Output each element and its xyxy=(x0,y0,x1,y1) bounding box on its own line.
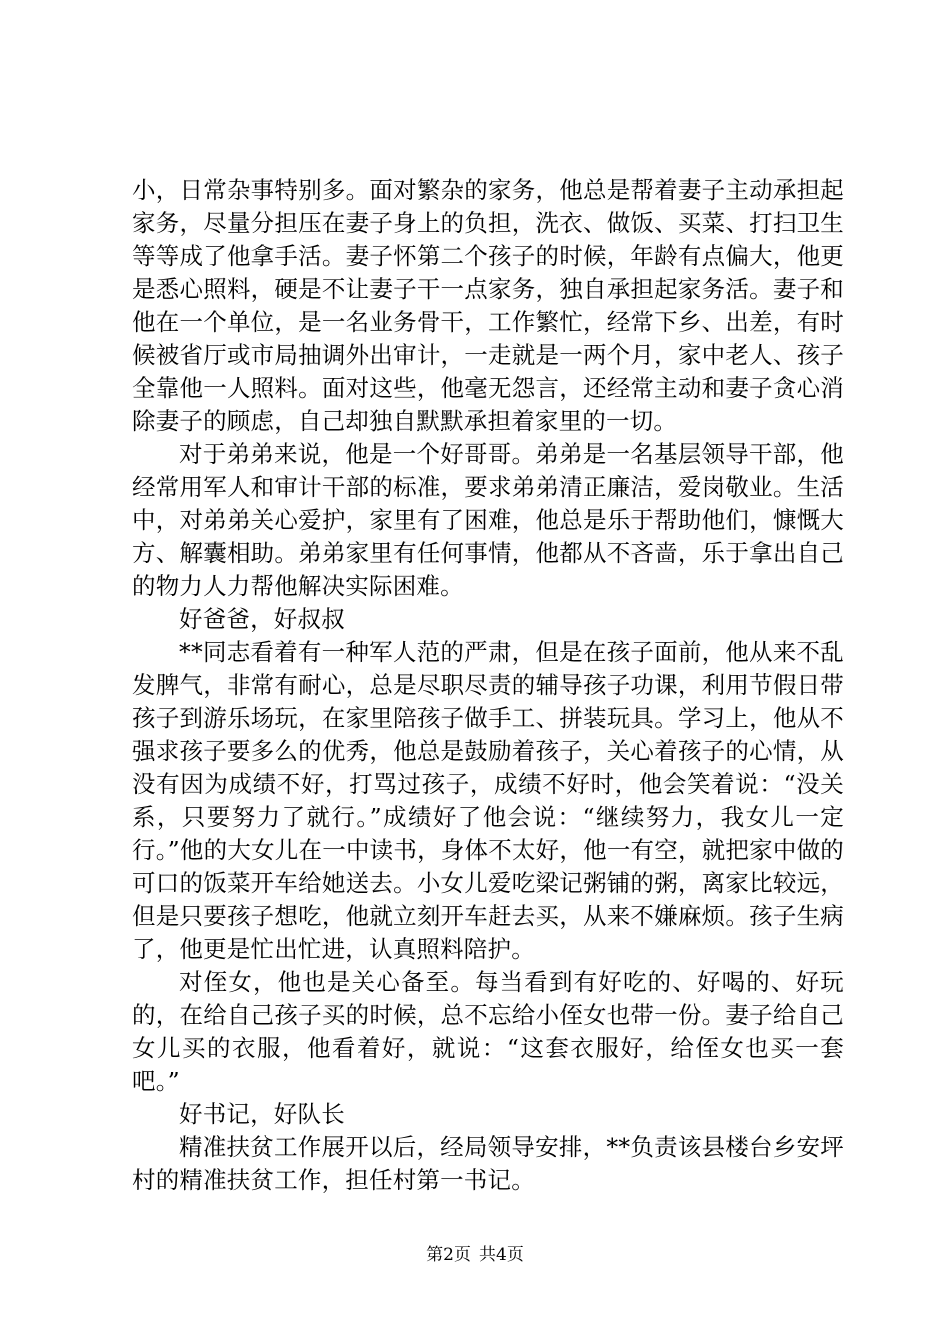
paragraph-family-chores: 小，日常杂事特别多。面对繁杂的家务，他总是帮着妻子主动承担起家务，尽量分担压在妻子身上的负担，洗衣、做饭、买菜、打扫卫生等等成了他拿手活。妻子怀第二个孩子的时候，年龄有点偏大，他更是悉心照料，硬是不让妻子干一点家务，独自承担起家务活。妻子和他在一个单位，是一名业务骨干，工作繁忙，经常下乡、出差，有时候被省厅或市局抽调外出审计，一走就是一两个月，家中老人、孩子全靠他一人照料。面对这些，他毫无怨言，还经常主动和妻子贪心消除妻子的顾虑，自己却独自默默承担着家里的一切。 xyxy=(132,176,844,435)
document-body xyxy=(132,174,844,1197)
page-total: 共4页 xyxy=(479,1245,524,1265)
page-number: 第2页 xyxy=(426,1245,471,1265)
paragraph-niece: 对侄女，他也是关心备至。每当看到有好吃的、好喝的、好玩的，在给自己孩子买的时候，总不忘给小侄女也带一份。妻子给自己女儿买的衣服，他看着好，就说：“这套衣服好，给侄女也买一套吧。” xyxy=(132,968,844,1095)
paragraph-poverty-alleviation: 精准扶贫工作展开以后，经局领导安排，**负责该县楼台乡安坪村的精准扶贫工作，担任村第一书记。 xyxy=(132,1133,844,1194)
page-footer xyxy=(0,1244,950,1266)
paragraph-good-father: **同志看着有一种军人范的严肃，但是在孩子面前，他从来不乱发脾气，非常有耐心，总是尽职尽责的辅导孩子功课，利用节假日带孩子到游乐场玩，在家里陪孩子做手工、拼装玩具。学习上，他从不强求孩子要多么的优秀，他总是鼓励着孩子，关心着孩子的心情，从没有因为成绩不好，打骂过孩子，成绩不好时，他会笑着说：“没关系，只要努力了就行。”成绩好了他会说：“继续努力，我女儿一定行。”他的大女儿在一中读书，身体不太好，他一有空，就把家中做的可口的饭菜开车给她送去。小女儿爱吃梁记粥铺的粥，离家比较远，但是只要孩子想吃，他就立刻开车赶去买，从来不嫌麻烦。孩子生病了，他更是忙出忙进，认真照料陪护。 xyxy=(132,638,844,963)
section-heading-good-father: 好爸爸，好叔叔 xyxy=(179,605,345,633)
section-heading-good-secretary: 好书记，好队长 xyxy=(179,1100,345,1128)
paragraph-good-brother: 对于弟弟来说，他是一个好哥哥。弟弟是一名基层领导干部，他经常用军人和审计干部的标准，要求弟弟清正廉洁，爱岗敬业。生活中，对弟弟关心爱护，家里有了困难，他总是乐于帮助他们，慷慨大方、解囊相助。弟弟家里有任何事情，他都从不吝啬，乐于拿出自己的物力人力帮他解决实际困难。 xyxy=(132,440,844,600)
